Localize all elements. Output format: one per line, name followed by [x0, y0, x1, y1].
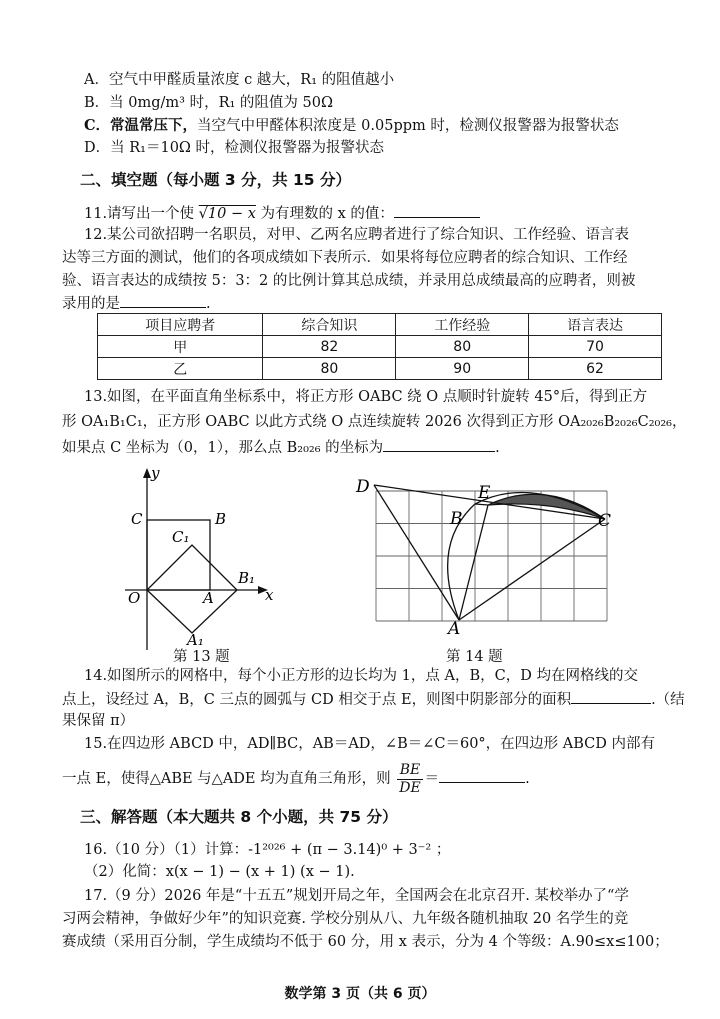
- table-cell: 甲: [98, 336, 263, 358]
- q14-line2-end: .（结: [651, 692, 685, 708]
- option-c: [84, 116, 619, 136]
- label-d: D: [356, 477, 370, 497]
- section-3-title: 三、解答题（本大题共 8 个小题，共 75 分）: [80, 808, 398, 826]
- q16-line1: 16.（10 分）（1）计算：-1²⁰²⁶ + (π − 3.14)⁰ + 3⁻² ；: [84, 842, 451, 858]
- segment-be: [475, 504, 488, 505]
- option-d: D．当 R₁＝10Ω 时，检测仪报警器为报警状态: [84, 140, 385, 156]
- score-table: [97, 313, 662, 380]
- shaded-region: [488, 494, 605, 519]
- q17-line1: 17.（9 分）2026 年是“十五五”规划开局之年，全国两会在北京召开. 某校举办了“学: [84, 888, 629, 904]
- option-c-bold: C．常温常压下，: [84, 117, 198, 134]
- q13-line1: 13.如图，在平面直角坐标系中，将正方形 OABC 绕 O 点顺时针旋转 45°后，得到正方: [84, 389, 648, 405]
- table-header-row: [98, 314, 662, 336]
- q17-line2: 习两会精神，争做好少年”的知识竞赛. 学校分别从八、九年级各随机抽取 20 名学生的竞: [62, 911, 629, 927]
- fraction-numerator: BE: [397, 762, 422, 780]
- table-cell: 62: [529, 358, 662, 380]
- label-c: C: [131, 510, 143, 528]
- answer-blank[interactable]: [394, 203, 480, 218]
- q11-pre: 11.请写出一个使: [84, 206, 199, 222]
- q13-line3-text: 如果点 C 坐标为（0，1），那么点 B₂₀₂₆ 的坐标为: [62, 440, 384, 456]
- q14-line3: 果保留 π）: [62, 713, 135, 729]
- q12-line4-text: 录用的是: [62, 296, 120, 312]
- figure-14: [350, 468, 620, 638]
- q16-line2: （2）化简：x(x − 1) − (x + 1) (x − 1).: [84, 864, 355, 880]
- label-a: A: [203, 589, 214, 607]
- q11-post: 为有理数的 x 的值：: [255, 206, 394, 222]
- answer-blank[interactable]: [383, 437, 495, 452]
- y-axis-arrow: [143, 468, 151, 478]
- q12-line4: [62, 293, 211, 314]
- label-c: C: [598, 511, 612, 531]
- answer-blank[interactable]: [120, 293, 206, 308]
- q13-line3-end: .: [495, 440, 500, 456]
- q13-line3: [62, 437, 500, 458]
- label-b1: B₁: [238, 569, 256, 587]
- table-row: [98, 336, 662, 358]
- fraction-be-de: [397, 762, 422, 797]
- q15-equals: ＝: [424, 771, 440, 787]
- figure-14-caption: 第 14 题: [446, 649, 503, 665]
- label-c1: C₁: [172, 528, 190, 546]
- q15-line2-end: .: [525, 771, 530, 787]
- table-cell: 82: [263, 336, 396, 358]
- label-x: x: [265, 586, 274, 604]
- option-a: A．空气中甲醛质量浓度 c 越大，R₁ 的阻值越小: [84, 72, 395, 88]
- q12-line3: 验、语言表达的成绩按 5：3：2 的比例计算其总成绩，并录用总成绩最高的应聘者，则被: [62, 273, 636, 289]
- option-b: B．当 0mg/m³ 时，R₁ 的阻值为 50Ω: [84, 95, 333, 111]
- question-11: [84, 203, 480, 224]
- figure-13-caption: 第 13 题: [173, 649, 230, 665]
- label-b: B: [215, 510, 227, 528]
- answer-blank[interactable]: [439, 768, 525, 783]
- answer-blank[interactable]: [571, 689, 651, 704]
- label-y: y: [151, 464, 160, 482]
- segment-da: [374, 485, 459, 620]
- table-cell: 乙: [98, 358, 263, 380]
- q12-line4-end: .: [206, 296, 211, 312]
- table-header: 综合知识: [263, 314, 396, 336]
- page-footer: 数学第 3 页（共 6 页）: [284, 986, 436, 1002]
- q14-line1: 14.如图所示的网格中，每个小正方形的边长均为 1，点 A，B，C，D 均在网格线的交: [84, 668, 638, 684]
- table-header: 项目应聘者: [98, 314, 263, 336]
- table-header: 工作经验: [396, 314, 529, 336]
- table-cell: 90: [396, 358, 529, 380]
- label-a1: A₁: [187, 631, 204, 649]
- table-header: 语言表达: [529, 314, 662, 336]
- q11-sqrt: √10 − x: [198, 206, 256, 222]
- label-o: O: [128, 589, 141, 607]
- q15-line2-text: 一点 E，使得△ABE 与△ADE 均为直角三角形，则: [62, 771, 396, 787]
- q15-line2: [62, 759, 530, 799]
- q14-line2-text: 点上，设经过 A，B，C 三点的圆弧与 CD 相交于点 E，则图中阴影部分的面积: [62, 692, 572, 708]
- option-c-text: 当空气中甲醛体积浓度是 0.05ppm 时，检测仪报警器为报警状态: [197, 118, 619, 134]
- q17-line3: 赛成绩（采用百分制，学生成绩均不低于 60 分，用 x 表示，分为 4 个等级：A.90≤x≤100；: [62, 934, 669, 950]
- label-a: A: [448, 619, 461, 638]
- q15-line1: 15.在四边形 ABCD 中，AD∥BC，AB＝AD，∠B＝∠C＝60°，在四边形 ABCD 内部有: [84, 736, 656, 752]
- table-cell: 80: [396, 336, 529, 358]
- label-b: B: [450, 509, 463, 529]
- square-oa1b1c1: [147, 545, 237, 633]
- table-row: [98, 358, 662, 380]
- q14-line2: [62, 689, 685, 710]
- fraction-denominator: DE: [399, 779, 421, 796]
- q12-line1: 12.某公司欲招聘一名职员，对甲、乙两名应聘者进行了综合知识、工作经验、语言表: [84, 227, 630, 243]
- section-2-title: 二、填空题（每小题 3 分，共 15 分）: [80, 171, 351, 189]
- label-e: E: [478, 483, 491, 503]
- figure-13: [112, 460, 292, 665]
- table-cell: 80: [263, 358, 396, 380]
- table-cell: 70: [529, 336, 662, 358]
- q13-line2: 形 OA₁B₁C₁，正方形 OABC 以此方式绕 O 点连续旋转 2026 次得到正方形 OA₂₀₂₆B₂₀₂₆C₂₀₂₆，: [62, 414, 687, 430]
- q12-line2: 达等三方面的测试，他们的各项成绩如下表所示．如果将每位应聘者的综合知识、工作经: [62, 250, 628, 266]
